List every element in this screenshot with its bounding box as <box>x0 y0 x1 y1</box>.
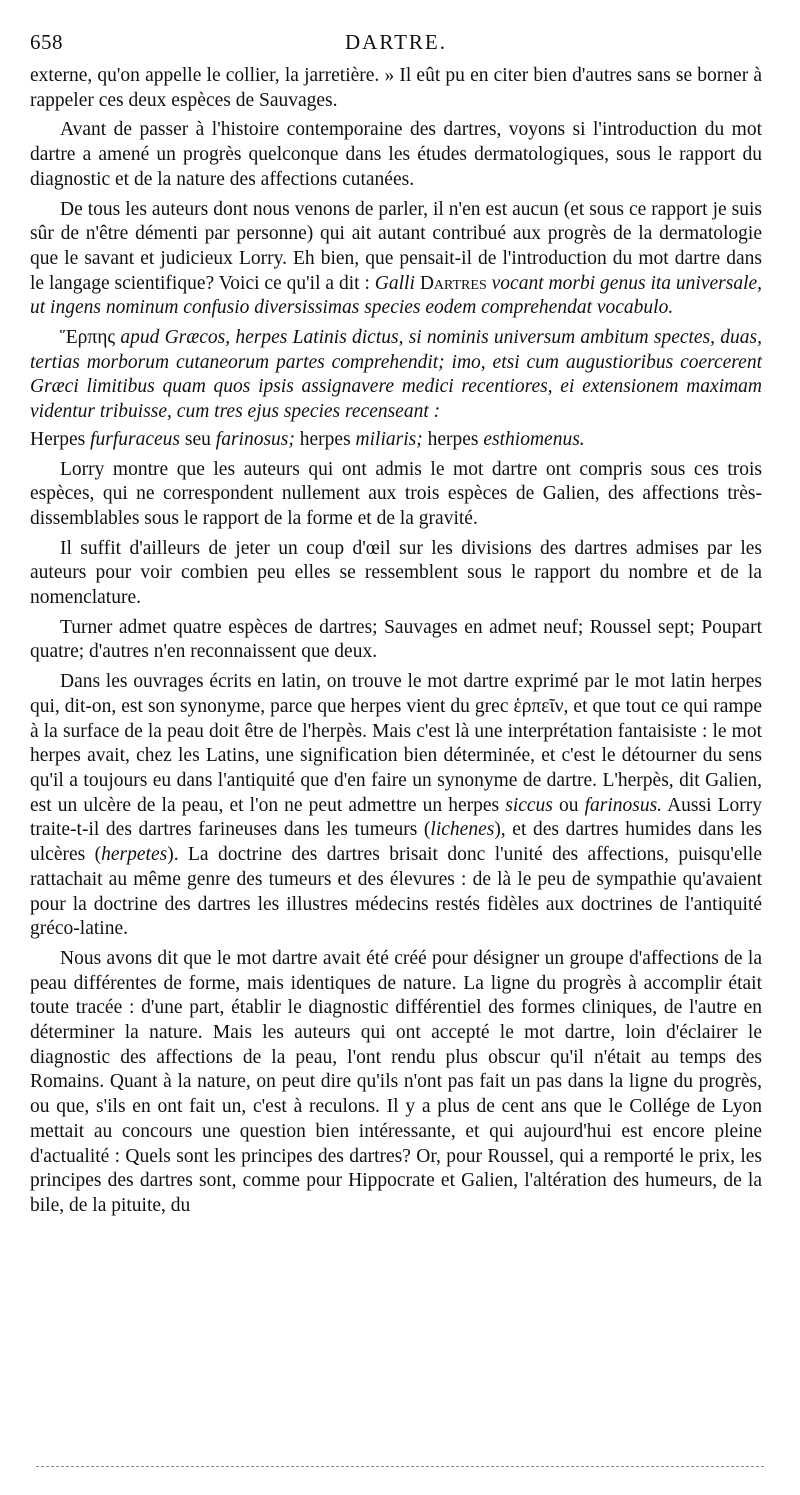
paragraph-9-text: ), et des dartres humides dans les ulcères ( <box>30 819 762 866</box>
latin-quote-part-2: vocant morbi genus ita universale, ut ingens nominum confusio diversissimas species eodem comprehendat vocabulo. <box>30 272 763 319</box>
page-body <box>30 64 762 1219</box>
bottom-rule <box>36 1466 764 1467</box>
paragraph-2: Avant de passer à l'histoire contemporaine des dartres, voyons si l'introduction du mot dartre a amené un progrès quelconque dans les études dermatologiques, sous le rapport du diagnostic et de la nature des affections cutanées. <box>30 119 762 190</box>
paragraph-9-text: ou <box>558 794 579 816</box>
greek-word-herpes: Ἕρπης <box>60 327 116 349</box>
latin-quote-herpes: apud Græcos, herpes Latinis dictus, si nominis universum ambitum spectes, duas, tertias morborum cutaneorum partes comprehendit; imo, etsi cum augustioribus coercerent Græci limitibus quam quos ipsis assignavere medici recentiores, ei extensionem maximam videntur tribuisse, cum tres ejus species recenseant : <box>30 327 762 423</box>
paragraph-9-text: et que tout ce qui rampe à la surface de la peau doit être de l'herpès. Mais c'est là une interprétation fantaisiste : le mot herpes avait, chez les Latins, une signification bien déterminée, et c'est le détourner du sens qu'il a toujours eu dans l'antiquité que d'en faire un synonyme de dartre. L'herpès, dit Galien, est un ulcère de la peau, et l'on ne peut admettre un herpes <box>30 695 763 816</box>
term-lichenes: lichenes <box>430 819 495 841</box>
species-word: herpes <box>427 428 479 450</box>
latin-quote-smallcaps: Dartres <box>419 272 487 294</box>
species-word: seu <box>184 428 211 450</box>
species-word: herpes <box>299 428 351 450</box>
paragraph-4-latin <box>30 326 762 425</box>
latin-quote-part-1: Galli <box>374 272 415 294</box>
paragraph-9-text: Aussi Lorry traite-t-il des dartres farineuses dans les tumeurs ( <box>30 794 762 841</box>
greek-word-herpein: ἑρπεῖν, <box>513 695 569 717</box>
running-title: DARTRE. <box>345 30 447 54</box>
species-farinosus: farinosus; <box>215 428 295 450</box>
paragraph-6: Lorry montre que les auteurs qui ont admis le mot dartre ont compris sous ces trois espèces, qui ne correspondent nullement aux trois espèces de Galien, des affections très-dissemblables sous le rapport de la forme et de la gravité. <box>30 458 762 529</box>
paragraph-7: Il suffit d'ailleurs de jeter un coup d'œil sur les divisions des dartres admises par les auteurs pour voir combien peu elles se ressemblent sous le rapport du nombre et de la nomenclature. <box>30 537 762 609</box>
running-header <box>30 30 762 60</box>
paragraph-10: Nous avons dit que le mot dartre avait été créé pour désigner un groupe d'affections de la peau différentes de forme, mais identiques de nature. La ligne du progrès à accomplir était toute tracée : d'une part, établir le diagnostic différentiel des formes cliniques, de l'autre en déterminer la nature. Mais les auteurs qui ont accepté le mot dartre, loin d'éclairer le diagnostic des affections de la peau, l'ont rendu plus obscur qu'il n'était au temps des Romains. Quant à la nature, on peut dire qu'ils n'ont pas fait un pas dans la ligne du progrès, ou que, s'ils en ont fait un, c'est à reculons. Il y a plus de cent ans que le Collége de Lyon mettait au concours une question bien intéressante, et qui aujourd'hui est encore pleine d'actualité : Quels sont les principes des dartres? Or, pour Roussel, qui a remporté le prix, les principes des dartres sont, comme pour Hippocrate et Galien, l'altération des humeurs, de la bile, de la pituite, du <box>30 947 762 1216</box>
term-farinosus: farinosus. <box>584 794 663 816</box>
species-miliaris: miliaris; <box>355 428 423 450</box>
term-herpetes: herpetes <box>101 844 168 866</box>
species-esthiomenus: esthiomenus. <box>483 428 585 450</box>
species-list <box>30 428 762 453</box>
paragraph-1: externe, qu'on appelle le collier, la jarretière. » Il eût pu en citer bien d'autres sans se borner à rappeler ces deux espèces de Sauvages. <box>30 65 762 111</box>
page-number: 658 <box>30 30 63 54</box>
paragraph-9-text: Dans les ouvrages écrits en latin, on trouve le mot dartre exprimé par le mot latin herpes qui, dit-on, est son synonyme, parce que herpes vient du grec <box>30 671 762 717</box>
paragraph-3-text: De tous les auteurs dont nous venons de parler, il n'en est aucun (et sous ce rapport je suis sûr de n'être démenti par personne) qui ait autant contribué aux progrès de la dermatologie que le savant et judicieux Lorry. Eh bien, que pensait-il de l'introduction du mot dartre dans le langage scientifique? Voici ce qu'il a dit : <box>30 198 762 294</box>
paragraph-9-text: ). La doctrine des dartres brisait donc l'unité des affections, puisqu'elle rattachait au même genre des tumeurs et des élevures : de là le peu de sympathie qu'avaient pour la doctrine des dartres les illustres médecins restés fidèles aux doctrines de l'antiquité gréco-latine. <box>30 844 762 940</box>
species-furfuraceus: furfuraceus <box>90 428 181 450</box>
paragraph-9 <box>30 670 762 942</box>
paragraph-3 <box>30 198 762 322</box>
species-word: Herpes <box>30 428 86 450</box>
paragraph-8: Turner admet quatre espèces de dartres; Sauvages en admet neuf; Roussel sept; Poupart quatre; d'autres n'en reconnaissent que deux. <box>30 616 762 663</box>
term-siccus: siccus <box>505 794 553 816</box>
